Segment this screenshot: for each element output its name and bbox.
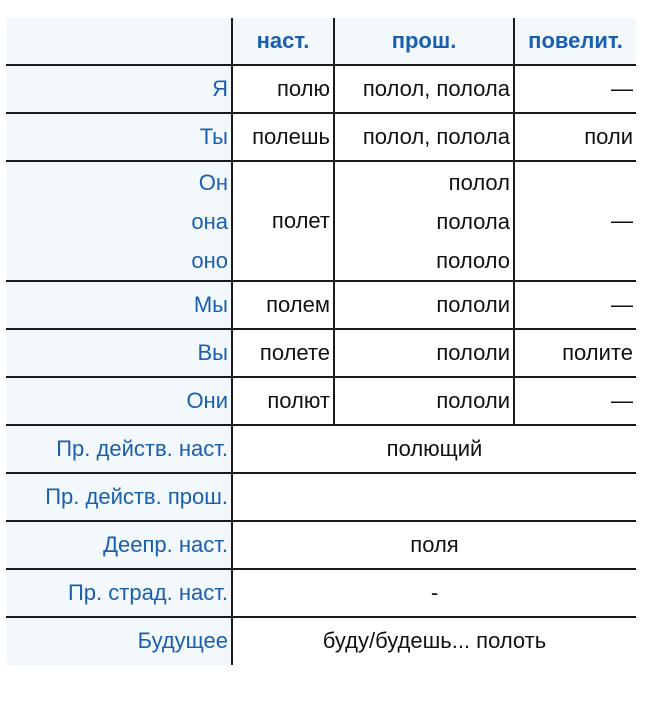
table-row (6, 161, 636, 281)
imperative-form: — (514, 65, 636, 113)
table-row (6, 425, 636, 473)
present-form: полете (232, 329, 334, 377)
table-row (6, 377, 636, 425)
present-form: полют (232, 377, 334, 425)
table-row (6, 65, 636, 113)
past-form: пололи (334, 377, 514, 425)
form-value (232, 473, 636, 521)
header-present: наст. (232, 18, 334, 65)
table-row (6, 281, 636, 329)
pronoun-label: оно (191, 247, 228, 273)
past-form: пололо (436, 247, 510, 273)
past-form: полола (436, 208, 510, 234)
pronoun-label: Ты (6, 113, 232, 161)
form-label: Пр. действ. наст. (6, 425, 232, 473)
imperative-form: — (514, 161, 636, 281)
table-row (6, 617, 636, 665)
pronoun-group-label (6, 161, 232, 281)
past-form: пололи (334, 329, 514, 377)
form-value: поля (232, 521, 636, 569)
past-form: пололи (334, 281, 514, 329)
past-form-group (334, 161, 514, 281)
pronoun-label: Они (6, 377, 232, 425)
pronoun-label: Вы (6, 329, 232, 377)
present-form: полем (232, 281, 334, 329)
pronoun-label: Я (6, 65, 232, 113)
present-form: полю (232, 65, 334, 113)
form-label: Будущее (6, 617, 232, 665)
pronoun-label: Мы (6, 281, 232, 329)
table-row (6, 329, 636, 377)
form-label: Пр. страд. наст. (6, 569, 232, 617)
present-form: полет (232, 161, 334, 281)
imperative-form: поли (514, 113, 636, 161)
header-past: прош. (334, 18, 514, 65)
past-form: полол, полола (334, 65, 514, 113)
imperative-form: — (514, 281, 636, 329)
header-imperative: повелит. (514, 18, 636, 65)
form-value: полющий (232, 425, 636, 473)
past-form: полол (448, 169, 510, 195)
present-form: полешь (232, 113, 334, 161)
form-label: Деепр. наст. (6, 521, 232, 569)
form-value: - (232, 569, 636, 617)
imperative-form: полите (514, 329, 636, 377)
form-value: буду/будешь... полоть (232, 617, 636, 665)
past-form: полол, полола (334, 113, 514, 161)
conjugation-table (6, 18, 636, 665)
header-row (6, 18, 636, 65)
table-row (6, 521, 636, 569)
table-row (6, 113, 636, 161)
header-corner (6, 18, 232, 65)
table-row (6, 569, 636, 617)
imperative-form: — (514, 377, 636, 425)
pronoun-label: она (191, 208, 228, 234)
form-label: Пр. действ. прош. (6, 473, 232, 521)
table-row (6, 473, 636, 521)
pronoun-label: Он (198, 169, 228, 195)
